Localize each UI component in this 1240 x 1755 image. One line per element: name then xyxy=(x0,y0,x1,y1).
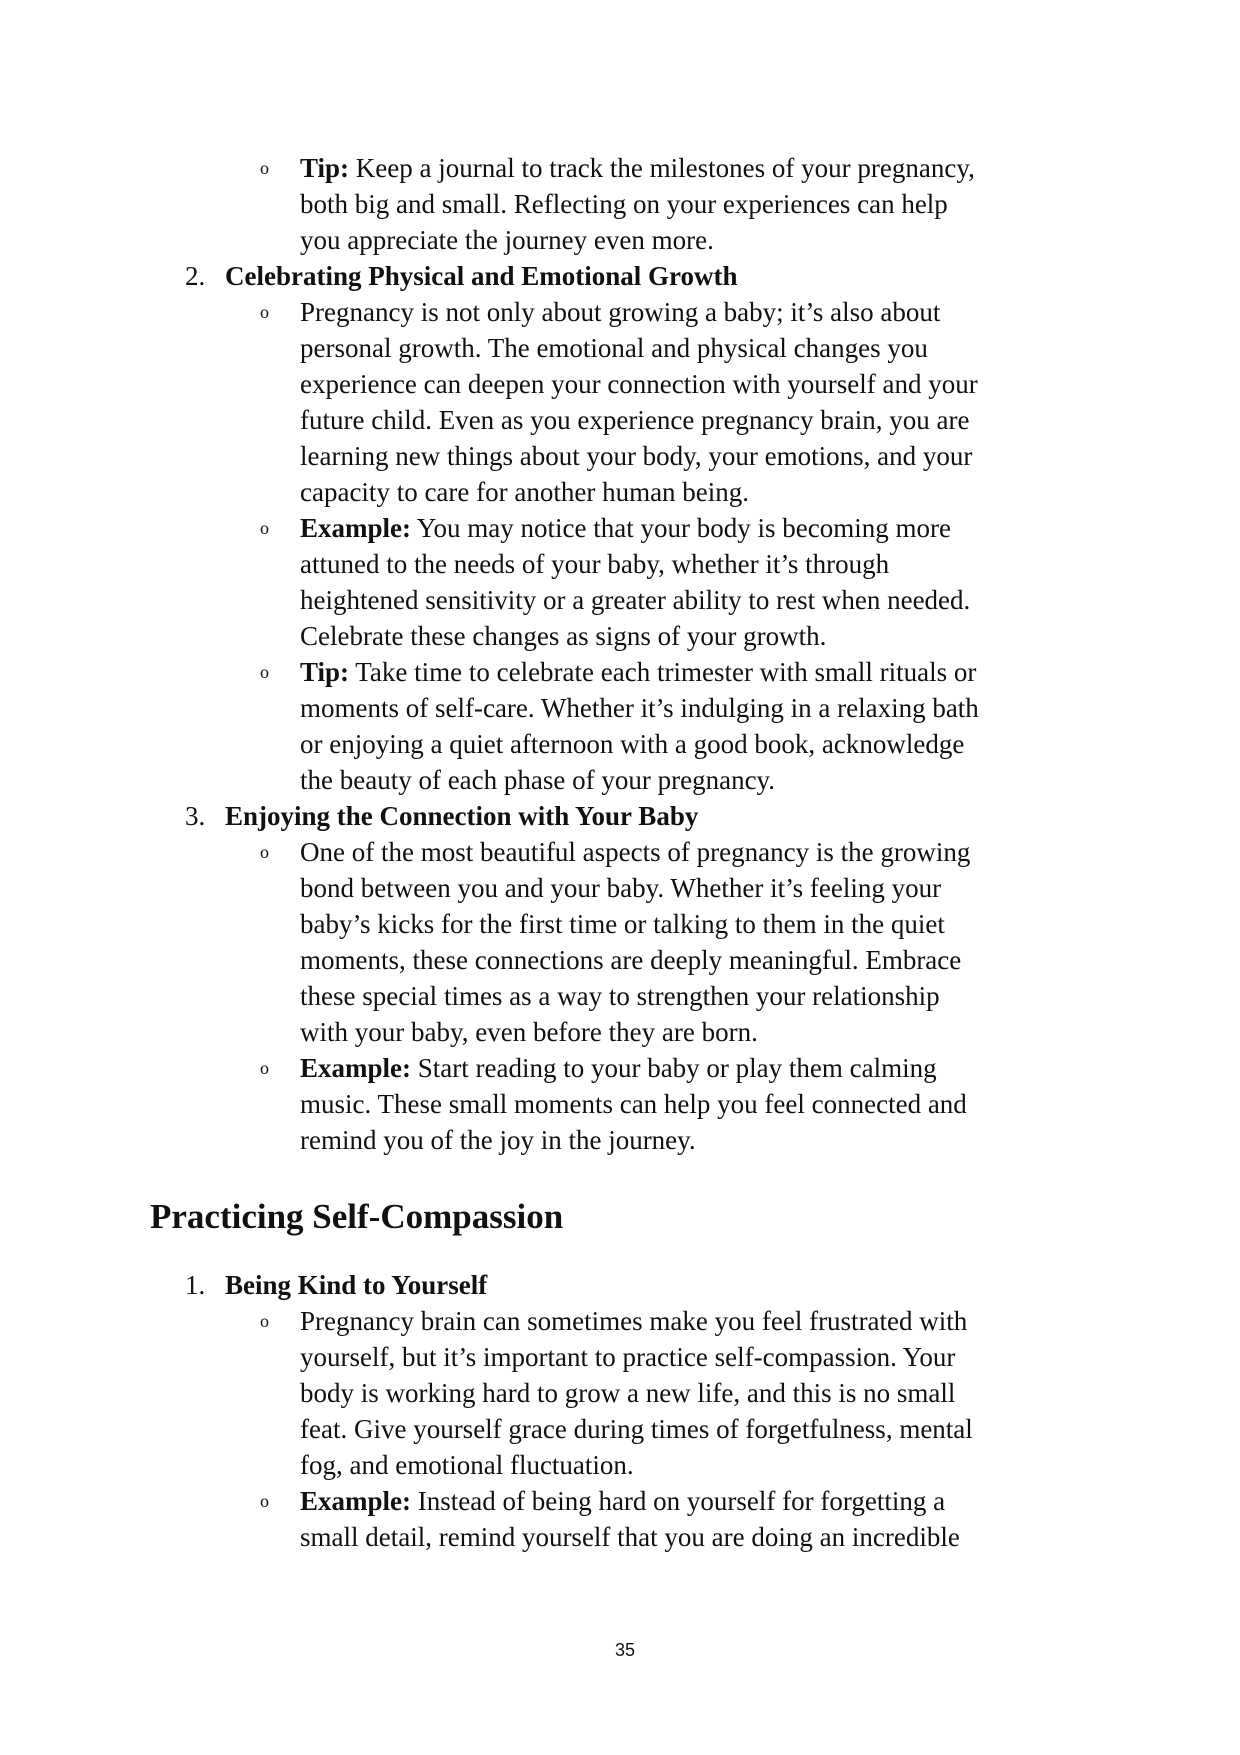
bullet-text xyxy=(300,510,951,546)
text-line: or enjoying a quiet afternoon with a good book, acknowledge xyxy=(300,729,965,759)
bullet-icon: o xyxy=(260,1058,269,1078)
bullet-line xyxy=(0,690,1240,726)
bullet-text xyxy=(300,1050,937,1086)
bullet-line xyxy=(0,1375,1240,1411)
bullet-text xyxy=(300,330,928,366)
bullet-label: Tip: xyxy=(300,657,350,687)
text-line: You may notice that your body is becoming more xyxy=(411,513,951,543)
bullet-line xyxy=(0,1411,1240,1447)
bullet-label: Example: xyxy=(300,1486,411,1516)
item-number: 1. xyxy=(185,1270,206,1300)
bullet-line xyxy=(0,438,1240,474)
bullet-icon: o xyxy=(260,662,269,682)
bullet-label: Example: xyxy=(300,1053,411,1083)
bullet-line xyxy=(0,1339,1240,1375)
bullet-line xyxy=(0,150,1240,186)
numbered-item xyxy=(0,258,1240,294)
bullet-line xyxy=(0,330,1240,366)
bullet-icon: o xyxy=(260,1311,269,1331)
bullet-text xyxy=(300,1447,634,1483)
bullet-line xyxy=(0,1447,1240,1483)
section-celebrating xyxy=(0,150,1240,1158)
text-line: music. These small moments can help you feel connected and xyxy=(300,1089,967,1119)
text-line: Pregnancy brain can sometimes make you feel frustrated with xyxy=(300,1306,968,1336)
text-line: Celebrate these changes as signs of your growth. xyxy=(300,621,827,651)
text-line: bond between you and your baby. Whether it’s feeling your xyxy=(300,873,942,903)
bullet-line xyxy=(0,546,1240,582)
text-line: body is working hard to grow a new life, and this is no small xyxy=(300,1378,956,1408)
bullet-line xyxy=(0,222,1240,258)
bullet-text xyxy=(300,906,945,942)
text-line: learning new things about your body, your emotions, and your xyxy=(300,441,973,471)
bullet-text xyxy=(300,150,975,186)
item-number: 3. xyxy=(185,801,206,831)
bullet-icon: o xyxy=(260,158,269,178)
bullet-label: Example: xyxy=(300,513,411,543)
text-line: future child. Even as you experience pregnancy brain, you are xyxy=(300,405,970,435)
text-line: with your baby, even before they are born. xyxy=(300,1017,758,1047)
bullet-text xyxy=(300,1086,967,1122)
text-line: fog, and emotional fluctuation. xyxy=(300,1450,634,1480)
bullet-text xyxy=(300,726,964,762)
bullet-line xyxy=(0,1086,1240,1122)
text-line: small detail, remind yourself that you are doing an incredible xyxy=(300,1522,960,1552)
text-line: One of the most beautiful aspects of pregnancy is the growing xyxy=(300,837,971,867)
bullet-line xyxy=(0,834,1240,870)
bullet-line xyxy=(0,582,1240,618)
bullet-icon: o xyxy=(260,1491,269,1511)
bullet-text xyxy=(300,546,889,582)
text-line: moments of self-care. Whether it’s indulging in a relaxing bath xyxy=(300,693,979,723)
bullet-line xyxy=(0,978,1240,1014)
text-line: attuned to the needs of your baby, whether it’s through xyxy=(300,549,890,579)
bullet-text xyxy=(300,870,941,906)
text-line: heightened sensitivity or a greater ability to rest when needed. xyxy=(300,585,971,615)
bullet-text xyxy=(300,1339,955,1375)
bullet-line xyxy=(0,654,1240,690)
bullet-line xyxy=(0,474,1240,510)
bullet-text xyxy=(300,1122,696,1158)
bullet-text xyxy=(300,690,979,726)
bullet-line xyxy=(0,1122,1240,1158)
bullet-text xyxy=(300,834,970,870)
text-line: feat. Give yourself grace during times of forgetfulness, mental xyxy=(300,1414,973,1444)
item-title: Celebrating Physical and Emotional Growth xyxy=(225,261,738,291)
bullet-text xyxy=(300,1483,945,1519)
bullet-icon: o xyxy=(260,302,269,322)
bullet-line xyxy=(0,1303,1240,1339)
bullet-text xyxy=(300,1411,973,1447)
item-title: Being Kind to Yourself xyxy=(225,1270,488,1300)
bullet-line xyxy=(0,1483,1240,1519)
text-line: experience can deepen your connection with yourself and your xyxy=(300,369,978,399)
text-line: Instead of being hard on yourself for forgetting a xyxy=(411,1486,946,1516)
bullet-text xyxy=(300,366,978,402)
bullet-line xyxy=(0,942,1240,978)
bullet-line xyxy=(0,870,1240,906)
bullet-line xyxy=(0,186,1240,222)
text-line: personal growth. The emotional and physical changes you xyxy=(300,333,928,363)
text-line: remind you of the joy in the journey. xyxy=(300,1125,696,1155)
bullet-text xyxy=(300,294,940,330)
text-line: both big and small. Reflecting on your experiences can help xyxy=(300,189,948,219)
text-line: yourself, but it’s important to practice self-compassion. Your xyxy=(300,1342,956,1372)
text-line: Pregnancy is not only about growing a baby; it’s also about xyxy=(300,297,941,327)
item-title: Enjoying the Connection with Your Baby xyxy=(225,801,699,831)
bullet-line xyxy=(0,906,1240,942)
bullet-text xyxy=(300,618,826,654)
section-heading: Practicing Self-Compassion xyxy=(150,1197,564,1236)
bullet-text xyxy=(300,474,749,510)
text-line: Keep a journal to track the milestones of your pregnancy, xyxy=(349,153,975,183)
text-line: the beauty of each phase of your pregnancy. xyxy=(300,765,776,795)
bullet-line xyxy=(0,1014,1240,1050)
bullet-text xyxy=(300,186,948,222)
bullet-line xyxy=(0,1050,1240,1086)
bullet-text xyxy=(300,1303,967,1339)
bullet-text xyxy=(300,654,976,690)
bullet-text xyxy=(300,222,714,258)
bullet-icon: o xyxy=(260,842,269,862)
bullet-line xyxy=(0,294,1240,330)
numbered-item xyxy=(0,798,1240,834)
bullet-line xyxy=(0,1519,1240,1555)
bullet-icon: o xyxy=(260,518,269,538)
text-line: Start reading to your baby or play them calming xyxy=(411,1053,937,1083)
bullet-line xyxy=(0,510,1240,546)
bullet-line xyxy=(0,762,1240,798)
section-self-compassion xyxy=(0,1267,1240,1555)
bullet-label: Tip: xyxy=(300,153,350,183)
bullet-text xyxy=(300,762,775,798)
text-line: you appreciate the journey even more. xyxy=(300,225,714,255)
bullet-text xyxy=(300,582,970,618)
text-line: Take time to celebrate each trimester with small rituals or xyxy=(349,657,977,687)
page-number: 35 xyxy=(614,1640,636,1660)
item-number: 2. xyxy=(185,261,206,291)
bullet-text xyxy=(300,402,969,438)
bullet-text xyxy=(300,978,940,1014)
bullet-line xyxy=(0,402,1240,438)
bullet-line xyxy=(0,618,1240,654)
text-line: baby’s kicks for the first time or talking to them in the quiet xyxy=(300,909,945,939)
text-line: capacity to care for another human being. xyxy=(300,477,750,507)
bullet-line xyxy=(0,726,1240,762)
bullet-text xyxy=(300,1014,758,1050)
text-line: moments, these connections are deeply meaningful. Embrace xyxy=(300,945,962,975)
bullet-line xyxy=(0,366,1240,402)
bullet-text xyxy=(300,1375,955,1411)
bullet-text xyxy=(300,438,972,474)
bullet-text xyxy=(300,1519,960,1555)
text-line: these special times as a way to strengthen your relationship xyxy=(300,981,940,1011)
bullet-text xyxy=(300,942,961,978)
numbered-item xyxy=(0,1267,1240,1303)
